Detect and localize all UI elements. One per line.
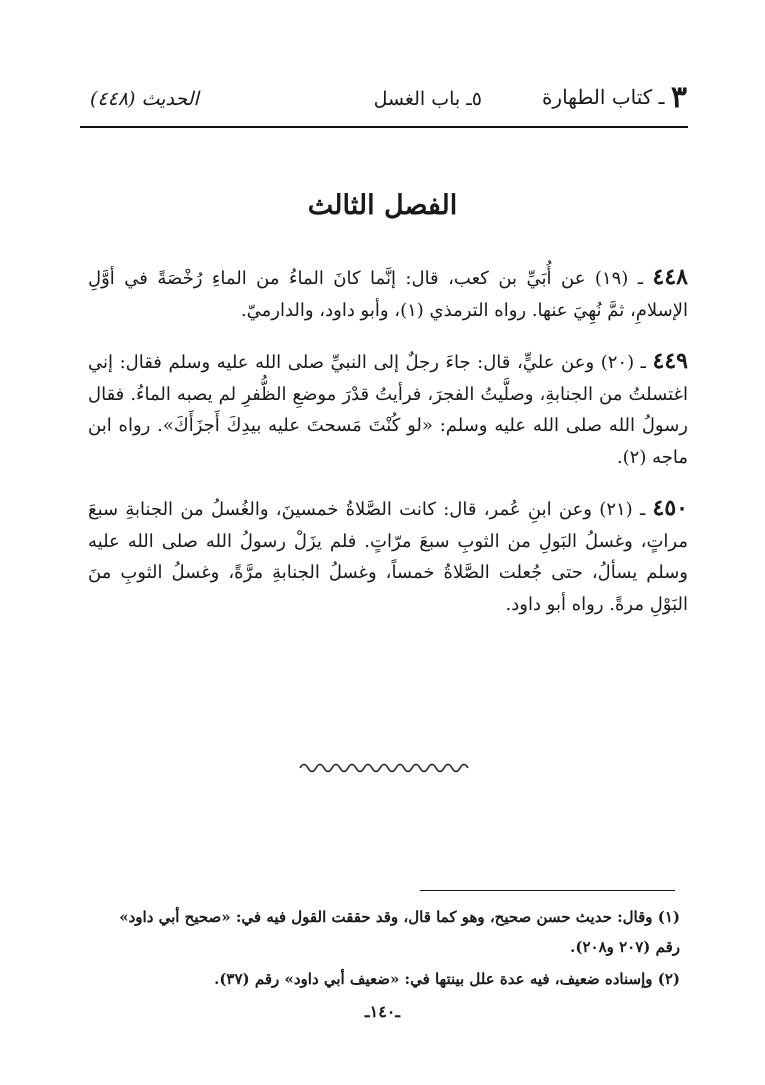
hadith-449 xyxy=(88,346,688,473)
header-rule xyxy=(80,126,688,128)
running-header xyxy=(82,78,687,118)
hadith-450 xyxy=(88,493,688,620)
section-title: الفصل الثالث xyxy=(307,190,458,221)
hadith-text: ـ (٢٠) وعن عليٍّ، قال: جاءَ رجلٌ إلى النبيِّ صلى الله عليه وسلم فقال: إني اغتسلتُ من الجنابةِ، وصلَّيتُ الفجرَ، فرأيتُ قدْرَ موضعِ الظُّفرِ لم يصبه الماءُ. فقال رسولُ الله صلى الله عليه وسلم: «لو كُنْتَ مَسحتَ عليه بيدِكَ أَجزَأَكَ». رواه ابن ماجه (٢). xyxy=(88,352,688,468)
hadith-text: ـ (٢١) وعن ابنِ عُمر، قال: كانت الصَّلاةُ خمسينَ، والغُسلُ من الجنابةِ سبعَ مراتٍ، وغسلُ البَولِ من الثوبِ سبعَ مرّاتٍ. فلم يزَلْ رسولُ الله صلى الله عليه وسلم يسألُ، حتى جُعلت الصَّلاةُ خمساً، وغسلُ الجنابةِ مرَّةً، وغسلُ الثوبِ منَ البَوْلِ مرةً. رواه أبو داود. xyxy=(88,499,688,615)
chapter-title: ٥ـ باب الغسل xyxy=(373,88,482,110)
book-number: ٣ xyxy=(670,80,687,115)
page-number: ـ١٤٠ـ xyxy=(364,1002,401,1021)
hadith-number: ٤٤٨ xyxy=(652,264,688,290)
footnotes xyxy=(90,902,680,996)
hadith-number: ٤٥٠ xyxy=(652,495,688,521)
hadith-number: ٤٤٩ xyxy=(652,348,688,374)
hadith-range: الحديث (٤٤٨) xyxy=(90,88,199,110)
hadith-list xyxy=(88,262,688,640)
hadith-448 xyxy=(88,262,688,326)
footnote-2: (٢) وإسناده ضعيف، فيه عدة علل بينتها في: «ضعيف أبي داود» رقم (٣٧). xyxy=(214,970,680,988)
hadith-text: ـ (١٩) عن أُبَيِّ بن كعب، قال: إنَّما كانَ الماءُ من الماءِ رُخْصَةً في أوَّلِ الإسلامِ، ثمَّ نُهِيَ عنها. رواه الترمذي (١)، وأبو داود، والدارميّ. xyxy=(88,268,688,321)
book-title xyxy=(542,80,687,115)
wavy-divider xyxy=(298,758,470,776)
book-title-text: ـ كتاب الطهارة xyxy=(541,85,665,109)
footnote-1: (١) وقال: حديث حسن صحيح، وهو كما قال، وقد حققت القول فيه في: «صحيح أبي داود» رقم (٢٠٧ و٢٠٨). xyxy=(119,908,680,956)
footnote-rule xyxy=(420,890,675,891)
